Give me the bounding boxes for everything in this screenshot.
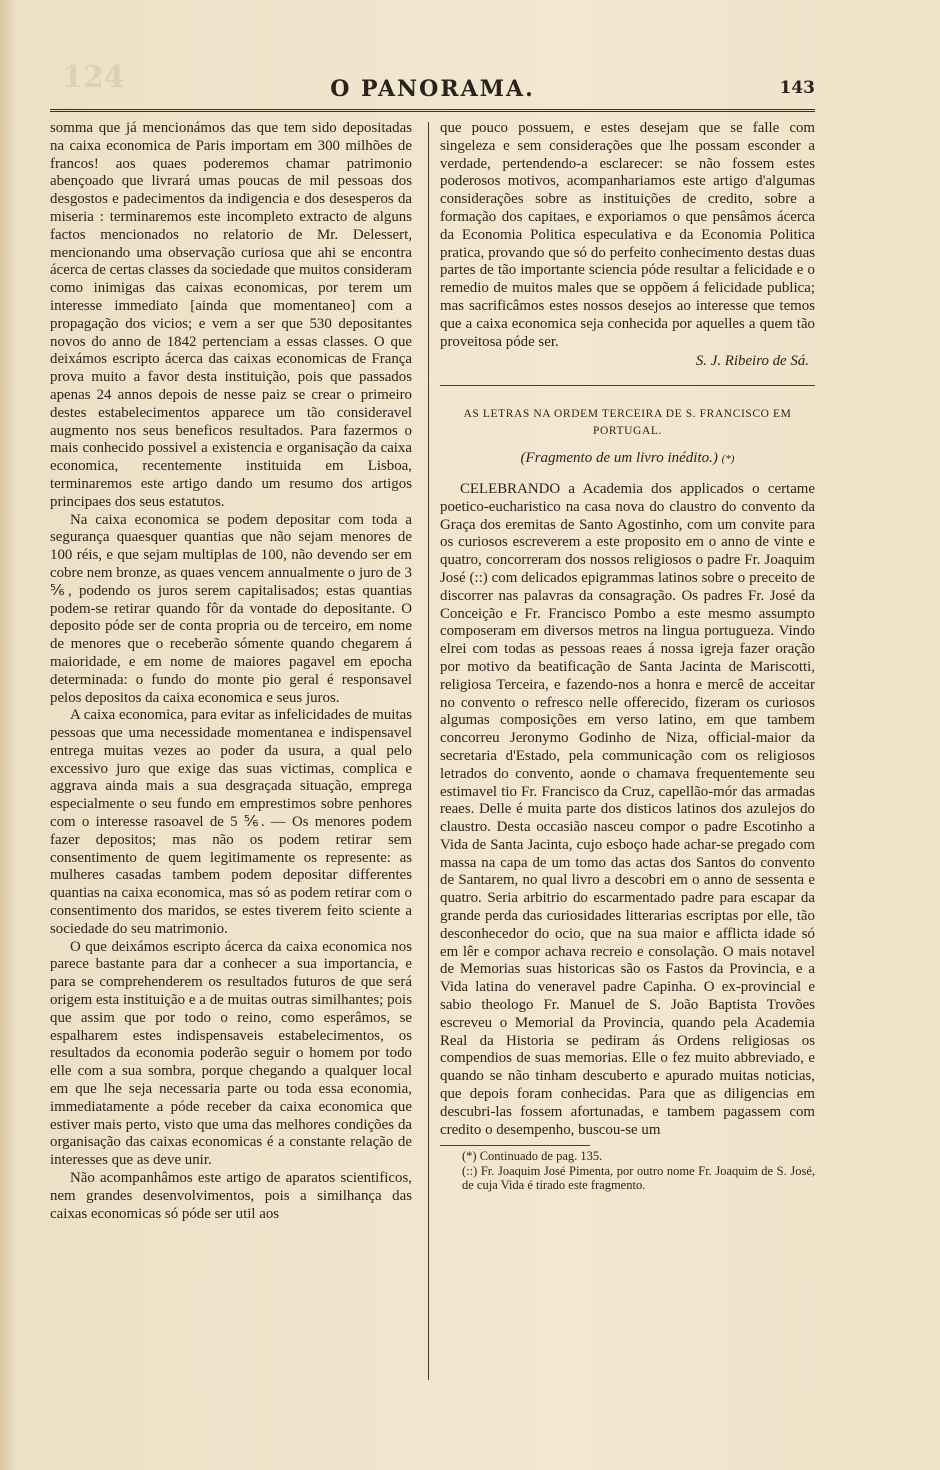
left-column — [50, 120, 412, 1223]
section-subtitle — [440, 450, 815, 469]
footnote-rule — [440, 1145, 590, 1146]
footnote-mark: (::) — [462, 1163, 478, 1178]
author-signature: S. J. Ribeiro de Sá. — [695, 353, 809, 370]
page-title: O PANORAMA. — [330, 76, 535, 102]
paragraph: A caixa economica, para evitar as infelicidades de muitas pessoas que uma necessidade momentanea e indispensavel entrega muitas vezes ao poder da usura, a qual pelo excessivo juro que exige das suas victimas, complica e aggrava ainda mais a sua desgraçada situação, emprega especialmente o seu fundo em emprestimos sobre penhores com o interesse rasoavel de 5 ⅚. — Os menores podem fazer depositos; mas não os podem retirar sem consentimento de quem legitimamente os represente: as mulheres casadas tambem podem depositar differentes quantias na caixa economica, mas só as podem retirar com o consentimento dos maridos, se estes tiverem feito sciente a sociedade do seu matrimonio. — [50, 707, 412, 937]
column-divider — [428, 122, 429, 1380]
header-rule — [50, 109, 815, 112]
footnote-reference: (*) — [721, 453, 735, 466]
section-divider — [440, 385, 815, 386]
paragraph: O que deixámos escripto ácerca da caixa economica nos parece bastante para dar a conhecer a sua importancia, e para se comprehenderem os resultados futuros de que será origem esta instituição e a de muitas outras similhantes; pois que assim que por todo o reino, como esperâmos, se espalharem estes indispensaveis estabelecimentos, os resultados da economia poderão seguir o homem por todo elle com a sua sombra, porque chegando a qualquer local em que lhe seja necessaria parte ou toda essa economia, immediatamente a póde receber da caixa economica que estiver mais perto, visto que uma das melhores condições da organisação das caixas economicas é a constante relação de interesses que as deve unir. — [50, 938, 412, 1169]
footnote — [440, 1149, 815, 1164]
page-header — [50, 76, 815, 106]
paragraph: somma que já mencionámos das que tem sido depositadas na caixa economica de Paris importam em 300 milhões de francos! aos quaes poderemos chamar patrimonio abençoado que livrará umas poucas de mil pessoas dos desgostos e padecimentos da indigencia e dos desesperos da miseria : terminaremos este incompleto extracto de alguns factos mencionados no relatorio de Mr. Delessert, mencionando uma observação curiosa que ahi se encontra ácerca de certas classes da sociedade que muitos consideram como inimigas das caixas economicas, por terem um interesse immediato [ainda que momentaneo] com a propagação dos vicios; e vem a ser que 530 depositantes novos do anno de 1842 pertenciam a essas classes. O que deixámos escripto ácerca das caixas economicas de França prova muito a favor desta instituição, pois que passados apenas 24 annos depois de nesse paiz se crear o primeiro destes estabelecimentos apparece um tão consideravel augmento nos seus beneficos resultados. Para fazermos o mais conhecido possivel a existencia e organisação da caixa economica, recentemente instituida em Lisboa, terminaremos este artigo dando um resumo dos artigos principaes dos seus estatutos. — [50, 120, 412, 510]
footnote-mark: (*) — [462, 1149, 477, 1164]
paragraph: CELEBRANDO a Academia dos applicados o certame poetico-eucharistico na casa nova do claustro do convento da Graça dos eremitas de Santo Agostinho, com um convite para os curiosos escreverem a este proposito em o anno de vinte e quatro, concorreram dos nossos religiosos o padre Fr. Joaquim José (::) com delicados epigrammas latinos sobre o preceito de discorrer nas palavras da consagração. Os padres Fr. José da Conceição e Fr. Francisco Pombo a este mesmo assumpto composeram em diversos metros na lingua portugueza. Vindo elrei com todas as pessoas reaes á nossa igreja fazer oração por motivo da beatificação de Santa Jacinta de Mariscotti, religiosa Terceira, e fazendo-nos a honra e mercê de acceitar no convento o refresco nelle offerecido, fizeram os curiosos algumas composições em verso latino, em que tambem concorreu Jeronymo Godinho de Niza, official-maior da secretaria d'Estado, pela communicação com os religiosos letrados do convento, aonde o chamava frequentemente seu estimavel tio Fr. Francisco da Cruz, capellão-mór das armadas reaes. Delle é muita parte dos disticos latinos dos azulejos do claustro. Desta occasião nasceu compor o padre Escotinho a Vida de Santa Jacinta, cujo esboço hade achar-se pregado com massa na capa de um tomo das actas dos Santos do convento de Santarem, no qual livro a descobri em o anno de sessenta e quatro. Seria arbitrio do escarmentado padre para escapar da grande perda das curiosidades litterarias escriptas por elle, tão desconhecedor do ocio, que na sua maior e afflicta idade só em lêr e compor achava recreio e consolação. O mais notavel de Memorias suas historicas são os Fastos da Provincia, e a Vida latina do veneravel padre Capinha. O ex-provincial e sabio theologo Fr. Manuel de S. João Baptista Trovões escreveu o Memorial da Provincia, quando pela Academia Real da Historia se pediram ás Ordens religiosas os compendios de suas memorias. Elle o fez muito abbreviado, e quando se não tinham descuberto e apurado muitas noticias, que depois foram conhecidas. Para que as diligencias em descubri-las fossem afortunadas, e tambem pagassem com credito o desempenho, buscou-se um — [440, 480, 815, 1138]
section-subtitle-text: (Fragmento de um livro inédito.) — [520, 450, 718, 467]
footnote-text: Continuado de pag. 135. — [479, 1149, 603, 1164]
footnote-text: Fr. Joaquim José Pimenta, por outro nome Fr. Joaquim de S. José, de cuja Vida é tirado este fragmento. — [462, 1163, 815, 1193]
section-title: AS LETRAS NA ORDEM TERCEIRA DE S. FRANCISCO EM PORTUGAL. — [463, 408, 792, 438]
paragraph: Na caixa economica se podem depositar com toda a segurança quaesquer quantias que não sejam menores de 100 réis, e que sejam multiplas de 100, não devendo ser em cobre nem bronze, as quaes vencem annualmente o juro de 3 ⅚, podendo os juros serem capitalisados; estas quantias podem-se retirar quando fôr da vontade do depositante. O deposito póde ser de conta propria ou de terceiro, em nome de menores que o receberão sómente quando chegarem á maioridade, e em nome de maiores pagavel em epocha determinada: o fundo do monte pio geral é responsavel pelos depositos da caixa economica e seus juros. — [50, 511, 412, 706]
ghost-page-number: 124 — [62, 60, 125, 95]
footnote — [440, 1164, 815, 1193]
paragraph: que pouco possuem, e estes desejam que se falle com singeleza e sem considerações que lhe possam esconder a verdade, pertendendo-a esclarecer: se não fossem estes poderosos motivos, acompanhariamos este artigo d'algumas considerações sobre as instituições de credito, sobre a formação dos capitaes, e exporiamos o que pensâmos ácerca da Economia Politica especulativa e da Economia Politica pratica, provando que só do perfeito conhecimento destas duas partes de tão importante sciencia póde resultar a felicidade e o remedio de muitos males que se oppõem á felicidade publica; mas sacrificâmos estes nossos desejos ao interesse que temos que a caixa economica seja conhecida por aquelles a quem tão proveitosa póde ser. — [440, 120, 815, 350]
paragraph: Não acompanhâmos este artigo de aparatos scientificos, nem grandes desenvolvimentos, pois a similhança das caixas economicas só póde ser util aos — [50, 1170, 412, 1222]
right-column — [440, 120, 815, 1193]
page-number: 143 — [779, 78, 815, 98]
